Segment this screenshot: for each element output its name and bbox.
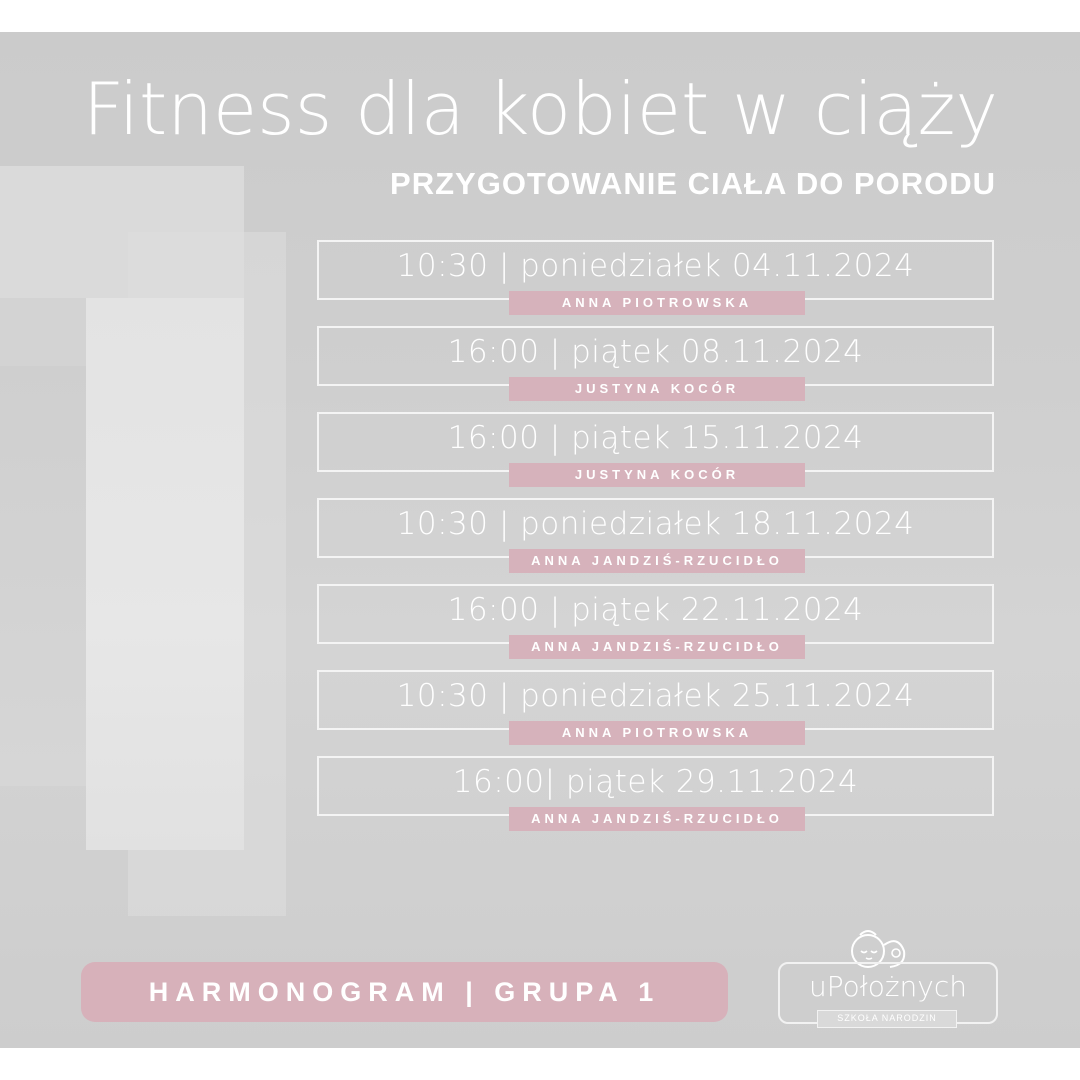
session-datetime: 16:00 | piątek 15.11.2024: [447, 420, 864, 456]
decorative-number-one: [86, 298, 244, 850]
schedule-list: [317, 240, 998, 842]
group-badge: HARMONOGRAM | GRUPA 1: [81, 962, 728, 1022]
session-datetime: 10:30 | poniedziałek 18.11.2024: [396, 506, 915, 542]
page-title: Fitness dla kobiet w ciąży: [82, 67, 998, 151]
session-datetime: 10:30 | poniedziałek 25.11.2024: [396, 678, 915, 714]
session-item: [317, 584, 998, 670]
logo-name: uPołożnych: [808, 970, 967, 1003]
session-item: [317, 326, 998, 412]
session-datetime: 16:00 | piątek 22.11.2024: [447, 592, 864, 628]
session-item: [317, 240, 998, 326]
poster: [0, 32, 1080, 1048]
instructor-badge: ANNA PIOTROWSKA: [509, 291, 805, 315]
session-item: [317, 498, 998, 584]
instructor-badge: ANNA JANDZIŚ-RZUCIDŁO: [509, 549, 805, 573]
session-datetime: 16:00 | piątek 08.11.2024: [447, 334, 864, 370]
decorative-shape: [0, 298, 86, 366]
instructor-badge: JUSTYNA KOCÓR: [509, 377, 805, 401]
decorative-shape: [0, 366, 86, 786]
session-item: [317, 756, 998, 842]
instructor-badge: ANNA JANDZIŚ-RZUCIDŁO: [509, 807, 805, 831]
session-datetime: 10:30 | poniedziałek 04.11.2024: [396, 248, 915, 284]
instructor-badge: ANNA JANDZIŚ-RZUCIDŁO: [509, 635, 805, 659]
session-item: [317, 670, 998, 756]
instructor-badge: ANNA PIOTROWSKA: [509, 721, 805, 745]
page-subtitle: PRZYGOTOWANIE CIAŁA DO PORODU: [390, 166, 996, 201]
logo-tagline: SZKOŁA NARODZIN: [817, 1010, 957, 1028]
session-item: [317, 412, 998, 498]
instructor-badge: JUSTYNA KOCÓR: [509, 463, 805, 487]
session-datetime: 16:00| piątek 29.11.2024: [452, 764, 859, 800]
